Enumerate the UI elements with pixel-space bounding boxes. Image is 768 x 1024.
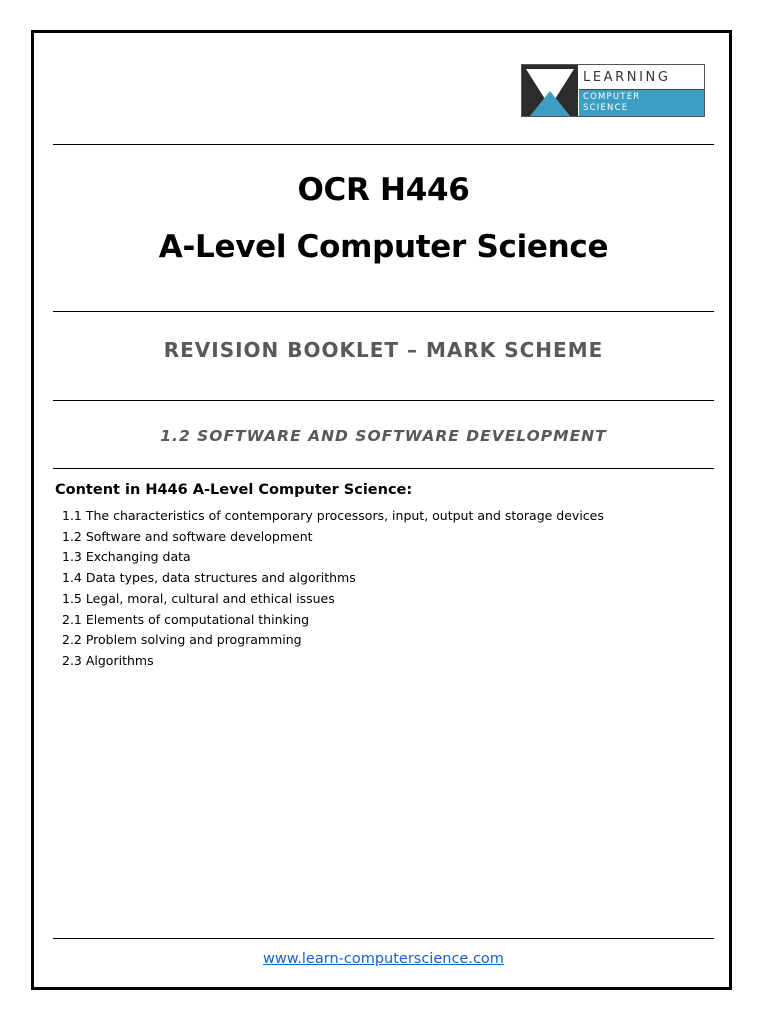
logo-word-science: SCIENCE bbox=[583, 103, 629, 113]
content-list-item: 1.5 Legal, moral, cultural and ethical issues bbox=[62, 590, 335, 606]
content-list-item: 2.2 Problem solving and programming bbox=[62, 632, 302, 648]
content-list-item: 1.3 Exchanging data bbox=[62, 549, 191, 565]
divider-after-title bbox=[53, 311, 714, 312]
logo-word-learning: LEARNING bbox=[579, 65, 704, 90]
content-list bbox=[62, 506, 604, 672]
title-line-2: A-Level Computer Science bbox=[158, 229, 609, 265]
divider-top bbox=[53, 144, 714, 145]
logo-word-computer: COMPUTER bbox=[583, 92, 641, 102]
logo-triangle-mark bbox=[522, 65, 578, 116]
content-list-item: 1.4 Data types, data structures and algorithms bbox=[62, 570, 356, 586]
website-link[interactable]: www.learn-computerscience.com bbox=[263, 951, 504, 967]
learning-computer-science-logo bbox=[521, 64, 705, 117]
booklet-subtitle: REVISION BOOKLET – MARK SCHEME bbox=[163, 338, 604, 362]
content-list-item: 2.1 Elements of computational thinking bbox=[62, 611, 310, 627]
divider-after-subtitle bbox=[53, 400, 714, 401]
logo-triangle-icon bbox=[522, 65, 578, 116]
logo-word-computer-science bbox=[579, 90, 704, 116]
divider-footer bbox=[53, 938, 714, 939]
content-list-item: 2.3 Algorithms bbox=[62, 652, 154, 668]
content-heading: Content in H446 A-Level Computer Science: bbox=[55, 482, 413, 498]
content-list-item: 1.2 Software and software development bbox=[62, 528, 313, 544]
title-line-1: OCR H446 bbox=[297, 172, 470, 208]
divider-after-section bbox=[53, 468, 714, 469]
section-heading: 1.2 SOFTWARE AND SOFTWARE DEVELOPMENT bbox=[160, 427, 607, 445]
content-list-item: 1.1 The characteristics of contemporary processors, input, output and storage devices bbox=[62, 508, 604, 523]
